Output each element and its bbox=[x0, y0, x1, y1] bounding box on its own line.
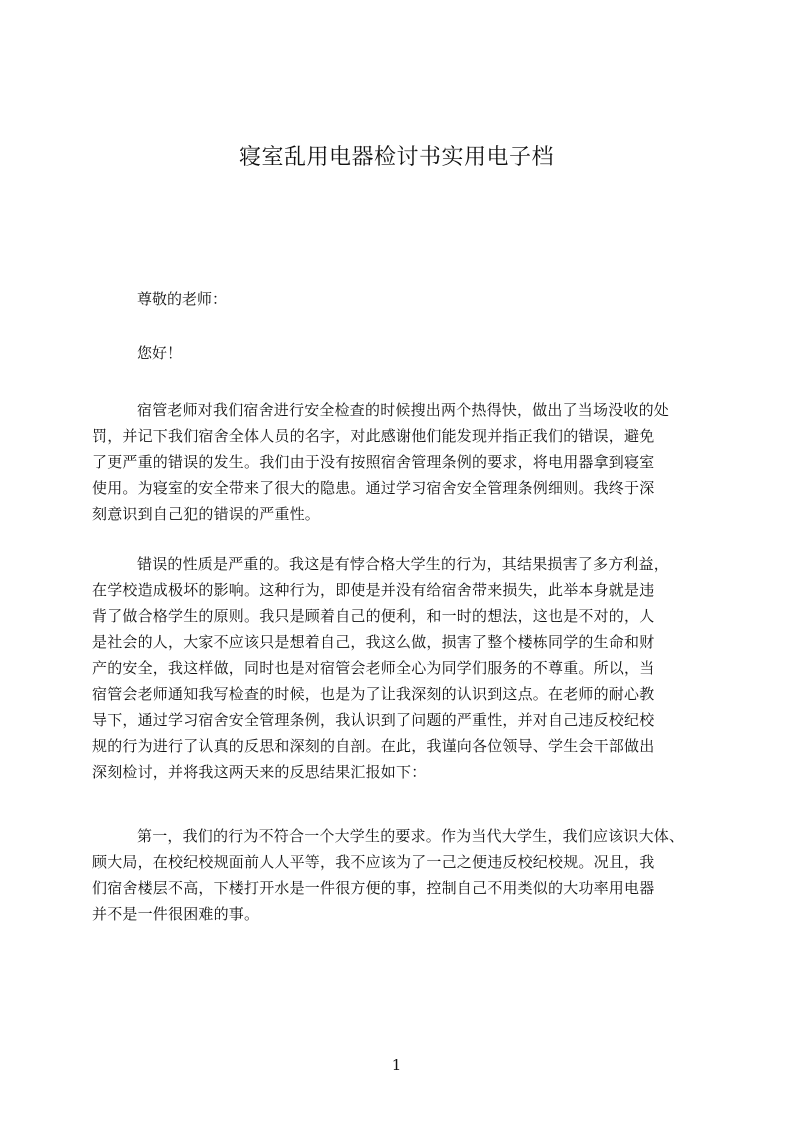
paragraph-line: 刻意识到自己犯的错误的严重性。 bbox=[92, 505, 321, 523]
paragraph-1 bbox=[92, 397, 704, 527]
paragraph-line: 深刻检讨，并将我这两天来的反思结果汇报如下： bbox=[92, 763, 427, 781]
paragraph-2 bbox=[92, 551, 704, 785]
paragraph-line: 宿管会老师通知我写检查的时候，也是为了让我深刻的认识到这点。在老师的耐心教 bbox=[92, 685, 655, 703]
paragraph-3 bbox=[92, 823, 704, 927]
salutation: 尊敬的老师： bbox=[137, 290, 228, 308]
paragraph-line: 第一，我们的行为不符合一个大学生的要求。作为当代大学生，我们应该识大体、 bbox=[137, 827, 685, 845]
paragraph-line: 宿管老师对我们宿舍进行安全检查的时候搜出两个热得快，做出了当场没收的处 bbox=[137, 401, 670, 419]
paragraph-line: 规的行为进行了认真的反思和深刻的自剖。在此，我谨向各位领导、学生会干部做出 bbox=[92, 737, 655, 755]
paragraph-line: 并不是一件很困难的事。 bbox=[92, 905, 260, 923]
paragraph-line: 产的安全，我这样做，同时也是对宿管会老师全心为同学们服务的不尊重。所以，当 bbox=[92, 659, 655, 677]
paragraph-line: 错误的性质是严重的。我这是有悖合格大学生的行为，其结果损害了多方利益， bbox=[137, 555, 670, 573]
page-number: 1 bbox=[391, 1056, 402, 1074]
document-title: 寝室乱用电器检讨书实用电子档 bbox=[238, 145, 554, 170]
paragraph-line: 使用。为寝室的安全带来了很大的隐患。通过学习宿舍安全管理条例细则。我终于深 bbox=[92, 479, 655, 497]
paragraph-line: 在学校造成极坏的影响。这种行为，即使是并没有给宿舍带来损失，此举本身就是违 bbox=[92, 581, 655, 599]
paragraph-line: 顾大局，在校纪校规面前人人平等，我不应该为了一己之便违反校纪校规。况且，我 bbox=[92, 853, 655, 871]
paragraph-line: 背了做合格学生的原则。我只是顾着自己的便利，和一时的想法，这也是不对的，人 bbox=[92, 607, 655, 625]
paragraph-line: 罚，并记下我们宿舍全体人员的名字，对此感谢他们能发现并指正我们的错误，避免 bbox=[92, 427, 655, 445]
paragraph-line: 导下，通过学习宿舍安全管理条例，我认识到了问题的严重性，并对自己违反校纪校 bbox=[92, 711, 655, 729]
paragraph-line: 们宿舍楼层不高，下楼打开水是一件很方便的事，控制自己不用类似的大功率用电器 bbox=[92, 879, 655, 897]
greeting: 您好！ bbox=[137, 344, 183, 362]
paragraph-line: 了更严重的错误的发生。我们由于没有按照宿舍管理条例的要求，将电用器拿到寝室 bbox=[92, 453, 655, 471]
paragraph-line: 是社会的人，大家不应该只是想着自己，我这么做，损害了整个楼栋同学的生命和财 bbox=[92, 633, 655, 651]
